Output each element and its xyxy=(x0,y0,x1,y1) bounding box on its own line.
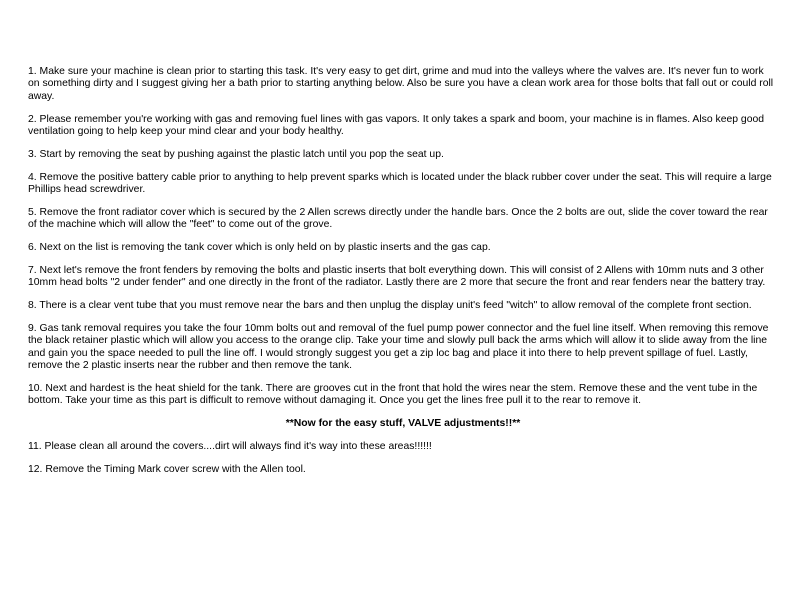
step-7: 7. Next let's remove the front fenders by removing the bolts and plastic inserts that bolt everything down. This will consist of 2 Allens with 10mm nuts and 3 other 10mm head bolts "2 under fender" and one directly in the front of the radiator. Lastly there are 2 more that secure the front and rear fenders near the battery tray. xyxy=(28,264,766,289)
step-10: 10. Next and hardest is the heat shield for the tank. There are grooves cut in the front that hold the wires near the stem. Remove these and the vent tube in the bottom. Take your time as this part is difficult to remove without damaging it. Once you get the lines free pull it to the rear to remove it. xyxy=(28,382,758,407)
valve-adjustments-heading: **Now for the easy stuff, VALVE adjustments!!** xyxy=(285,418,521,430)
instructions-document xyxy=(28,66,778,486)
step-1: 1. Make sure your machine is clean prior to starting this task. It's very easy to get dirt, grime and mud into the valleys where the valves are. It's never fun to work on something dirty and I suggest giving her a bath prior to starting anything below. Also be sure you have a clean work area for those bolts that fall out or could roll away. xyxy=(28,66,774,102)
step-2: 2. Please remember you're working with gas and removing fuel lines with gas vapors. It only takes a spark and boom, your machine is in flames. Also keep good ventilation going to help keep your mind clear and your body healthy. xyxy=(28,113,765,138)
step-8: 8. There is a clear vent tube that you must remove near the bars and then unplug the display unit's feed "witch" to allow removal of the complete front section. xyxy=(28,300,752,312)
step-4: 4. Remove the positive battery cable prior to anything to help prevent sparks which is located under the black rubber cover under the seat. This will require a large Phillips head screwdriver. xyxy=(28,171,772,196)
step-5: 5. Remove the front radiator cover which is secured by the 2 Allen screws directly under the handle bars. Once the 2 bolts are out, slide the cover toward the rear of the machine which will allow the "feet" to come out of the grove. xyxy=(28,206,768,231)
step-3: 3. Start by removing the seat by pushing against the plastic latch until you pop the seat up. xyxy=(28,148,444,160)
step-6: 6. Next on the list is removing the tank cover which is only held on by plastic inserts and the gas cap. xyxy=(28,242,491,254)
step-12: 12. Remove the Timing Mark cover screw with the Allen tool. xyxy=(28,463,306,475)
step-9: 9. Gas tank removal requires you take the four 10mm bolts out and removal of the fuel pump power connector and the fuel line itself. When removing this remove the black retainer plastic which will allow you access to the orange clip. Take your time and slowly pull back the arms which will allow it to slide away from the line and gain you the space needed to pull the line off. I would strongly suggest you get a zip loc bag and place it into there to help prevent spillage of fuel. Lastly, remove the 2 plastic inserts near the rubber and then remove the tank. xyxy=(28,322,769,372)
step-11: 11. Please clean all around the covers....dirt will always find it's way into these areas!!!!!! xyxy=(28,440,432,452)
